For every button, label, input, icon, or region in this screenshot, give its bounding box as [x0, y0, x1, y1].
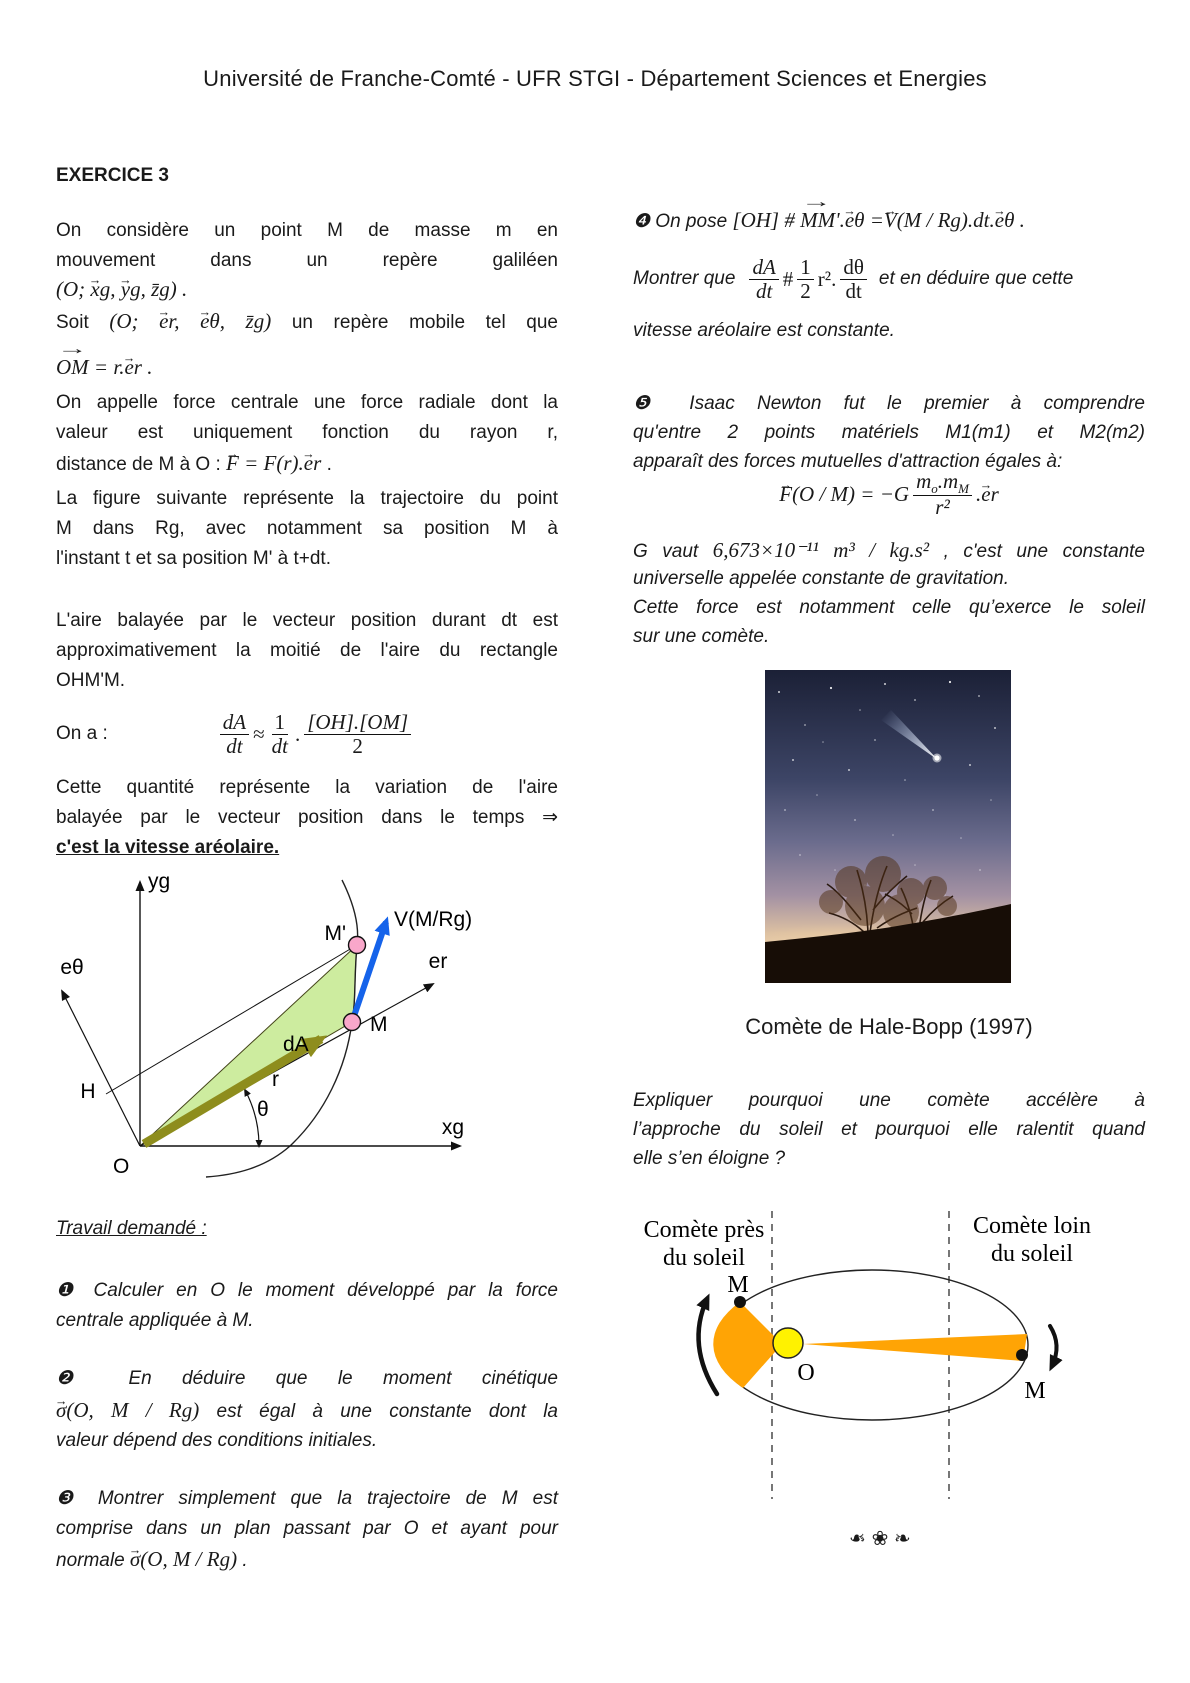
trajectory-diagram — [40, 868, 490, 1198]
text-line: l'instant t et sa position M' à t+dt. — [56, 548, 331, 569]
question-2-line: ❷ En déduire que le moment cinétique — [56, 1368, 558, 1389]
question-5-line: ❺ Isaac Newton fut le premier à comprendre — [633, 393, 1145, 414]
H-label: H — [80, 1080, 96, 1103]
xg-label: xg — [441, 1116, 465, 1139]
text-line: On appelle force centrale une force radiale dont la — [56, 392, 558, 413]
text-line: La figure suivante représente la trajectoire du point — [56, 488, 558, 509]
photo-caption: Comète de Hale-Bopp (1997) — [745, 1014, 1033, 1039]
question-5-line: apparaît des forces mutuelles d'attraction égales à: — [633, 451, 1063, 472]
left-column — [56, 0, 558, 1683]
vector-arrow-icon: → — [801, 192, 832, 211]
ornament-left-icon: ❧ — [849, 1528, 867, 1550]
hale-bopp-photo — [765, 670, 1011, 983]
comet-far-dot — [1016, 1349, 1028, 1361]
near-sun-label-line2: du soleil — [663, 1245, 745, 1271]
orbit-diagram — [600, 1200, 1160, 1550]
gravitation-formula: F →(O / M) = −G $\frac{m_o.m_M}{\text{r²}}$ .e →r — [633, 468, 1145, 520]
text-line: balayée par le vecteur position dans le temps ⇒ — [56, 807, 558, 828]
text-line: Cette force est notamment celle qu’exerce le soleil — [633, 597, 1145, 618]
ornament-right-icon: ❧ — [893, 1528, 911, 1550]
near-sun-swept-sector — [713, 1302, 782, 1388]
sun-origin-label: O — [797, 1360, 815, 1386]
text-line: l’approche du soleil et pourquoi elle ralentit quand — [633, 1119, 1145, 1140]
text-line: Soit (O; e →r, e →θ, z̄g) un repère mobile tel que — [56, 308, 558, 336]
etheta-axis — [62, 991, 140, 1146]
question-3-line: comprise dans un plan passant par O et ayant pour — [56, 1518, 558, 1539]
page-header: Université de Franche-Comté - UFR STGI - Département Sciences et Energies — [203, 66, 987, 91]
question-4-formula-line: Montrer que $\frac{dA}{dt}$ # $\frac{1}{2}$ r². $\frac{d\theta}{dt}$ et en déduire que cette — [633, 255, 1074, 303]
question-3-line: normale σ →(O, M / Rg) . — [56, 1546, 558, 1574]
text-line: OHM'M. — [56, 670, 126, 691]
math-line: (O; x →g, y →g, z̄g) . — [56, 276, 558, 304]
ornament-flower-icon: ❀ — [871, 1528, 889, 1550]
question-2-line: σ →(O, M / Rg) est égal à une constante dont la — [56, 1397, 558, 1425]
question-1-line: centrale appliquée à M. — [56, 1310, 254, 1331]
vector-arrow-icon: → — [57, 339, 88, 358]
text-line: M dans Rg, avec notamment sa position M à — [56, 518, 558, 539]
Mprime-label: M' — [324, 922, 346, 945]
text-line: G vaut 6,673×10⁻¹¹ m³ / kg.s² , c'est une constante — [633, 538, 1145, 562]
text-line: sur une comète. — [633, 626, 770, 647]
velocity-label: V(M/Rg) — [394, 908, 473, 931]
O-label: O — [113, 1155, 130, 1178]
text-line: elle s’en éloigne ? — [633, 1148, 786, 1169]
text-line: Cette quantité représente la variation de l'aire — [56, 777, 558, 798]
math-line-om: → OM = r.e →r . — [56, 354, 558, 382]
theta-label: θ — [257, 1098, 269, 1121]
sun — [773, 1328, 803, 1358]
etheta-label: eθ — [60, 956, 84, 979]
end-ornament — [600, 1526, 1160, 1551]
text-line: universelle appelée constante de gravitation. — [633, 568, 1010, 589]
swept-area — [140, 945, 357, 1146]
text-line: valeur est uniquement fonction du rayon r, — [56, 422, 558, 443]
question-5-line: qu'entre 2 points matériels M1(m1) et M2(m2) — [633, 422, 1145, 443]
far-sun-label-line1: Comète loin — [973, 1213, 1091, 1239]
areolar-formula: On a : $\frac{dA}{dt}$ ≈ $\frac{1}{dt}$ . $\frac{[OH].[OM]}{2}$ — [56, 695, 558, 773]
work-required-heading: Travail demandé : — [56, 1218, 207, 1239]
question-3-line: ❸ Montrer simplement que la trajectoire de M est — [56, 1488, 558, 1509]
exercise-title: EXERCICE 3 — [56, 165, 169, 186]
question-4-line: ❹ On pose [OH] # → MM'.e →θ =V →(M / Rg).dt.e →θ . — [633, 207, 1145, 235]
slow-motion-arrow — [1050, 1326, 1057, 1366]
text-line: L'aire balayée par le vecteur position durant dt est — [56, 610, 558, 631]
far-sun-label-line2: du soleil — [991, 1241, 1073, 1267]
areolar-speed-emphasis: c'est la vitesse aréolaire. — [56, 837, 280, 858]
question-4-line: vitesse aréolaire est constante. — [633, 320, 895, 341]
comet-near-label: M — [727, 1272, 749, 1298]
comet-far-label: M — [1024, 1378, 1046, 1404]
point-Mprime — [349, 937, 366, 954]
text-line: mouvement dans un repère galiléen — [56, 250, 558, 271]
far-sun-swept-sector — [803, 1334, 1027, 1361]
text-line: Expliquer pourquoi une comète accélère à — [633, 1090, 1145, 1111]
question-1-line: ❶ Calculer en O le moment développé par la force — [56, 1280, 558, 1301]
text-line: distance de M à O : F → = F(r).e →r . — [56, 450, 558, 478]
r-label: r — [272, 1068, 279, 1091]
near-sun-label-line1: Comète près — [643, 1217, 765, 1243]
point-M — [344, 1014, 361, 1031]
text-line: approximativement la moitié de l'aire du rectangle — [56, 640, 558, 661]
yg-label: yg — [148, 870, 171, 893]
er-label: er — [428, 950, 448, 973]
question-2-line: valeur dépend des conditions initiales. — [56, 1430, 378, 1451]
text-line: On considère un point M de masse m en — [56, 220, 558, 241]
dA-label: dA — [283, 1033, 309, 1056]
M-label: M — [370, 1013, 388, 1036]
